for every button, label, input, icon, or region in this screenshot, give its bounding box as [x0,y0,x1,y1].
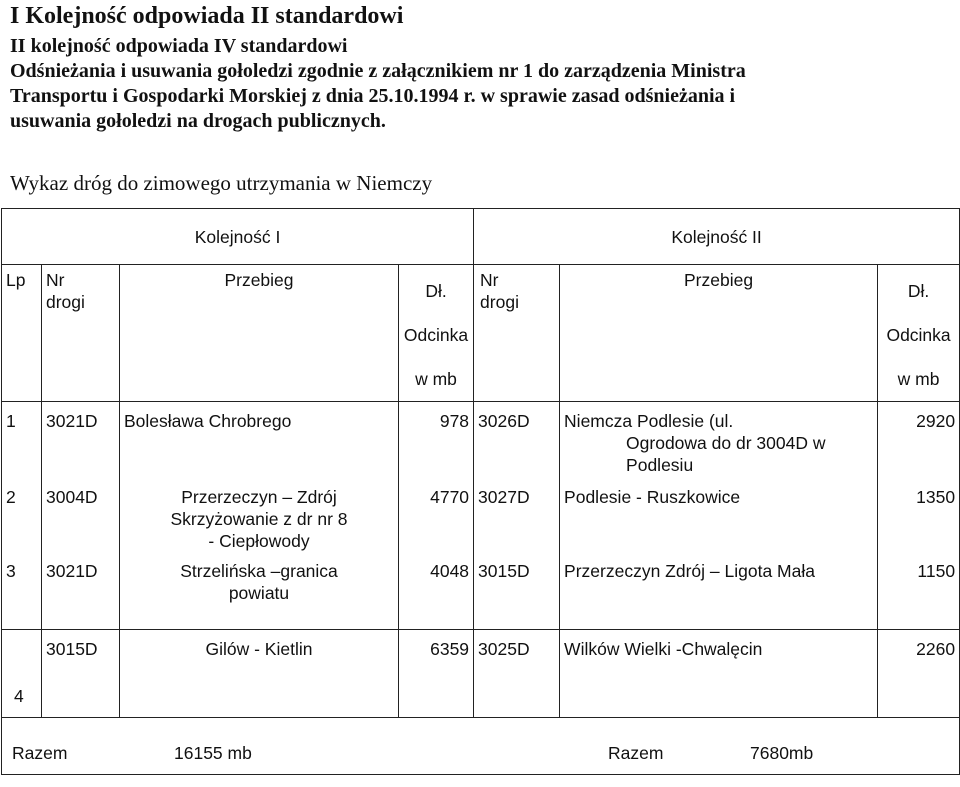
road-number: 3021D [46,411,98,431]
header-nr-drogi [474,265,560,402]
header-przebieg [560,265,878,402]
header-wmb-label: w mb [415,369,457,389]
row-lp: 2 [6,486,16,507]
column-header-row [2,265,960,402]
road-number: 3026D [478,411,530,431]
cell-dl [399,478,474,552]
totals-cell [2,718,960,775]
heading-line: Odśnieżania i usuwania gołoledzi zgodnie z załącznikiem nr 1 do zarządzenia Ministra [10,60,746,82]
group-header-kolejnosc-2: Kolejność II [671,226,762,247]
table-row [2,402,960,478]
cell-lp [2,402,42,478]
cell-przebieg [560,478,878,552]
heading-line: Transportu i Gospodarki Morskiej z dnia 25.10.1994 r. w sprawie zasad odśnieżania i [10,85,736,107]
group-header-cell [2,209,474,265]
road-number: 3025D [478,639,530,659]
cell-przebieg [120,402,399,478]
header-nr-label: Nr [480,270,499,290]
road-route: Bolesława Chrobrego [124,411,292,431]
road-length: 2920 [916,411,956,431]
table-row [2,630,960,718]
table-row [2,478,960,552]
header-nr-drogi [42,265,120,402]
road-length: 4048 [430,560,470,581]
road-number: 3015D [46,639,98,659]
cell-przebieg [560,402,878,478]
header-przebieg-label: Przebieg [684,270,754,290]
document-title: I Kolejność odpowiada II standardowi [10,3,404,29]
road-route-line: Przerzeczyn – Zdrój [181,486,337,507]
heading-line: usuwania gołoledzi na drogach publicznych. [10,110,386,132]
cell-dl [399,402,474,478]
header-lp [2,265,42,402]
cell-nr [42,552,120,630]
cell-lp [2,552,42,630]
document-subtitle: Wykaz dróg do zimowego utrzymania w Niemczy [10,171,433,195]
road-route-line: Ogrodowa do dr 3004D w [626,433,826,453]
header-dl-label: Dł. [907,281,930,301]
total-label-1: Razem [12,743,68,763]
road-route-line: Strzelińska –granica [180,560,338,581]
table-row [2,552,960,630]
heading-line: II kolejność odpowiada IV standardowi [10,35,348,57]
road-route: Przerzeczyn Zdrój – Ligota Mała [564,560,815,581]
road-route: Podlesie - Ruszkowice [564,486,741,507]
road-route: Wilków Wielki -Chwalęcin [564,639,763,659]
totals-row [2,718,960,775]
header-wmb-label: w mb [897,369,940,389]
total-value-2: 7680mb [750,743,814,763]
road-length: 978 [439,411,470,431]
road-length: 4770 [430,486,470,507]
cell-dl [878,552,960,630]
road-route-line: - Ciepłowody [208,530,310,551]
road-length: 2260 [916,639,956,659]
road-route-line: Podlesiu [626,455,694,475]
road-length: 1350 [916,486,956,507]
header-lp-label: Lp [6,270,26,290]
cell-przebieg [560,630,878,718]
cell-nr [474,552,560,630]
header-drogi-label: drogi [46,292,85,312]
cell-nr [42,478,120,552]
cell-nr [42,630,120,718]
header-dl-label: Dł. [425,281,447,301]
cell-dl [878,630,960,718]
header-odcinka-label: Odcinka [886,325,951,345]
road-number: 3015D [478,560,530,581]
header-drogi-label: drogi [480,292,519,312]
document-heading [10,2,950,134]
roads-table [1,208,960,775]
road-length: 1150 [917,560,956,581]
header-odcinka-label: Odcinka [403,325,469,345]
cell-przebieg [120,630,399,718]
road-route-line: Skrzyżowanie z dr nr 8 [170,508,348,529]
cell-dl [878,478,960,552]
cell-nr [42,402,120,478]
road-number: 3021D [46,560,98,581]
header-dl-odcinka [399,265,474,402]
group-header-cell [474,209,960,265]
header-nr-label: Nr [46,270,65,290]
header-przebieg [120,265,399,402]
road-number: 3027D [478,486,530,507]
cell-nr [474,630,560,718]
row-lp: 4 [14,686,24,706]
road-route: Gilów - Kietlin [205,639,313,659]
group-header-row [2,209,960,265]
road-length: 6359 [430,639,470,659]
cell-dl [399,630,474,718]
cell-przebieg [120,552,399,630]
row-lp: 3 [6,560,16,581]
total-label-2: Razem [608,743,664,763]
cell-dl [878,402,960,478]
cell-nr [474,402,560,478]
cell-dl [399,552,474,630]
cell-lp [2,478,42,552]
header-przebieg-label: Przebieg [224,270,294,290]
group-header-kolejnosc-1: Kolejność I [194,226,281,247]
road-number: 3004D [46,486,98,507]
road-route-line: powiatu [228,582,290,603]
cell-lp [2,630,42,718]
row-lp: 1 [6,411,16,431]
cell-nr [474,478,560,552]
cell-przebieg [120,478,399,552]
road-route-line: Niemcza Podlesie (ul. [564,411,734,431]
cell-przebieg [560,552,878,630]
header-dl-odcinka [878,265,960,402]
total-value-1: 16155 mb [174,743,252,763]
